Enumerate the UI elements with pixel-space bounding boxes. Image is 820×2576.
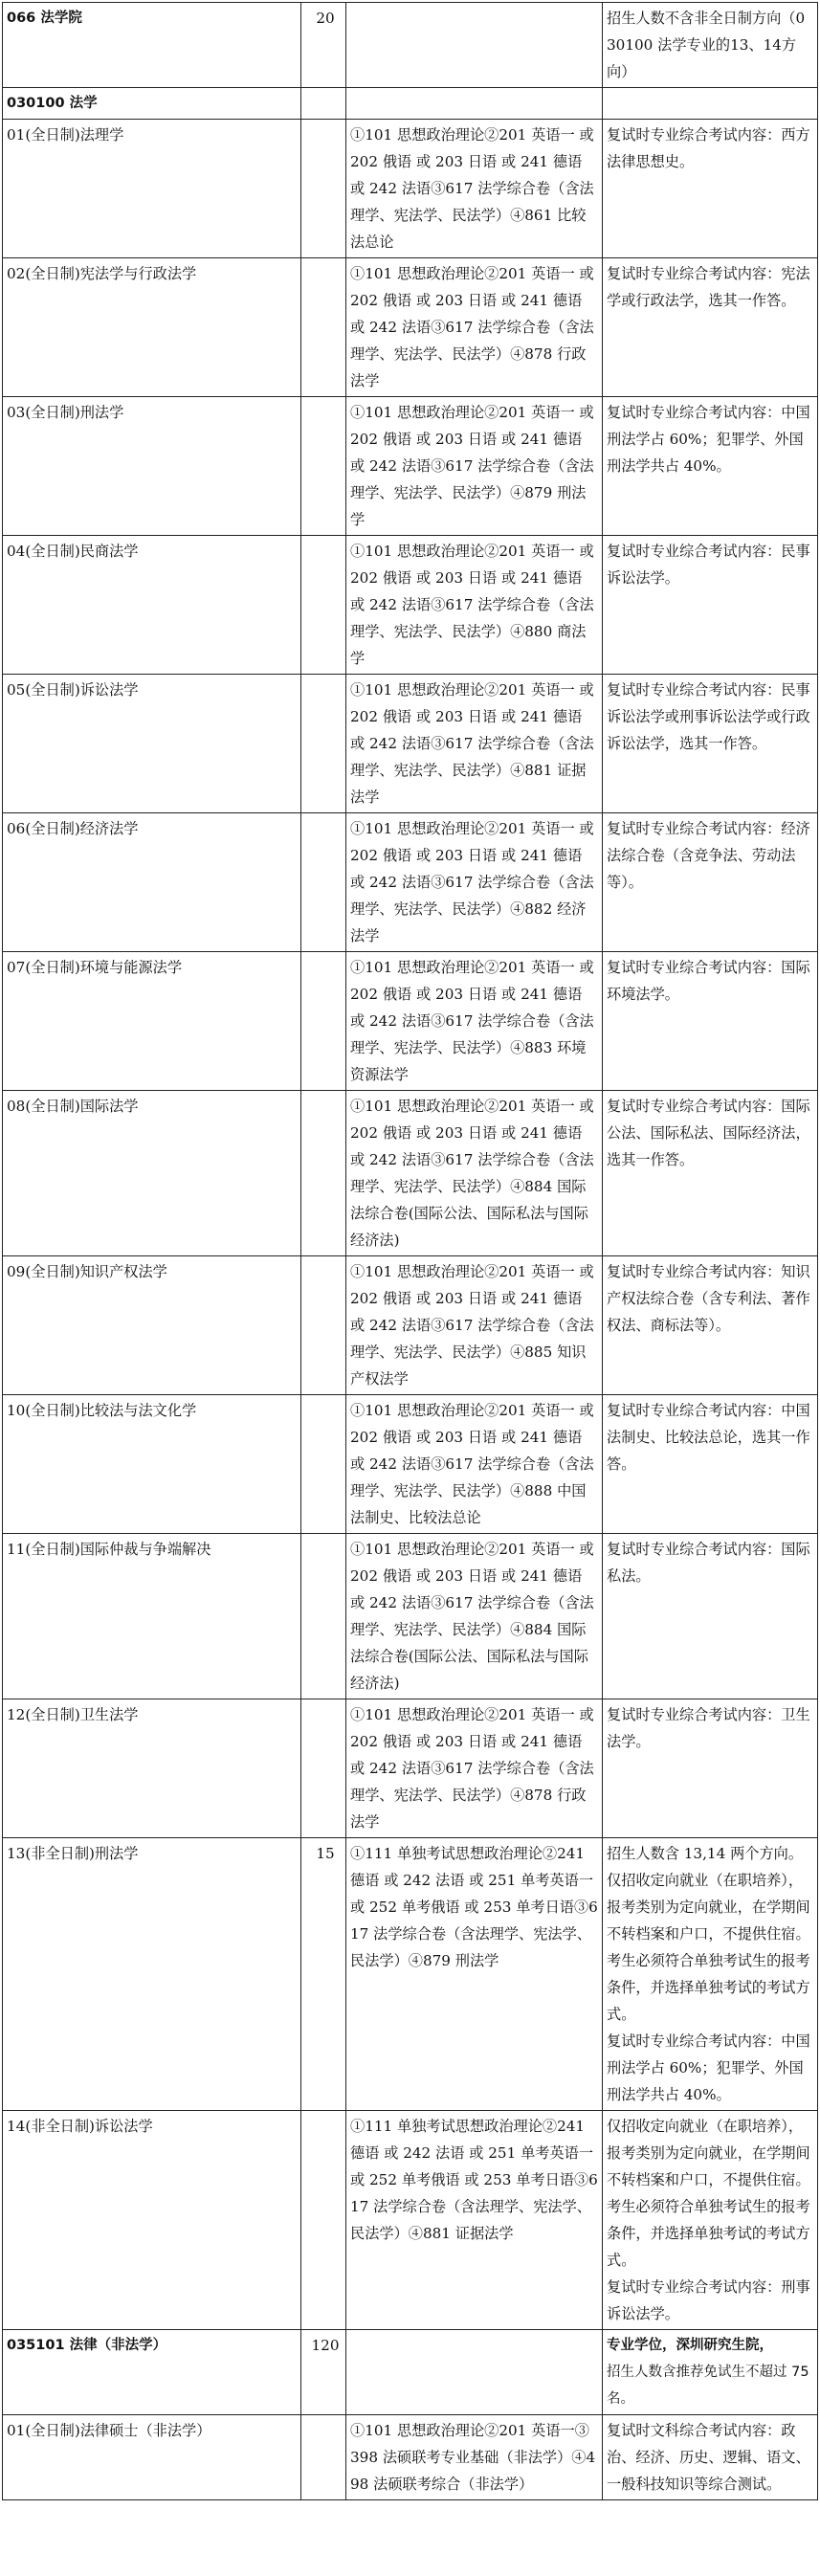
quota-cell [301,258,346,397]
remarks-cell [603,1838,818,2111]
quota-cell [301,120,346,258]
exam-subjects-cell: ①101 思想政治理论②201 英语一 或 202 俄语 或 203 日语 或 241 德语 或 242 法语③617 法学综合卷（含法理学、宪法学、民法学）④880 商法学 [346,536,603,675]
exam-subjects-cell: ①101 思想政治理论②201 英语一 或 202 俄语 或 203 日语 或 241 德语 或 242 法语③617 法学综合卷（含法理学、宪法学、民法学）④882 经济法学 [346,813,603,952]
remark-line: 招生人数含推荐免试生不超过 75 名。 [607,2365,809,2407]
table-row [3,88,818,120]
remarks-cell: 复试时文科综合考试内容：政治、经济、历史、逻辑、语文、一般科技知识等综合测试。 [603,2415,818,2500]
program-name-cell: 07(全日制)环境与能源法学 [3,952,301,1091]
remarks-cell: 复试时专业综合考试内容：西方法律思想史。 [603,120,818,258]
exam-subjects-cell: ①101 思想政治理论②201 英语一 或 202 俄语 或 203 日语 或 241 德语 或 242 法语③617 法学综合卷（含法理学、宪法学、民法学）④884 国际法综合卷(国际公法、国际私法与国际经济法) [346,1534,603,1699]
program-name-cell: 03(全日制)刑法学 [3,397,301,536]
program-name-cell: 10(全日制)比较法与法文化学 [3,1395,301,1534]
table-row [3,1256,818,1395]
program-name-cell: 030100 法学 [3,88,301,120]
exam-subjects-cell: ①101 思想政治理论②201 英语一 或 202 俄语 或 203 日语 或 241 德语 或 242 法语③617 法学综合卷（含法理学、宪法学、民法学）④879 刑法学 [346,397,603,536]
exam-subjects-cell: ①101 思想政治理论②201 英语一 或 202 俄语 或 203 日语 或 241 德语 或 242 法语③617 法学综合卷（含法理学、宪法学、民法学）④861 比较法总论 [346,120,603,258]
quota-cell [301,1395,346,1534]
quota-cell [301,1091,346,1256]
exam-subjects-cell [346,2330,603,2415]
quota-cell: 120 [301,2330,346,2415]
program-name-cell: 02(全日制)宪法学与行政法学 [3,258,301,397]
exam-subjects-cell: ①101 思想政治理论②201 英语一 或 202 俄语 或 203 日语 或 241 德语 或 242 法语③617 法学综合卷（含法理学、宪法学、民法学）④888 中国法制史、比较法总论 [346,1395,603,1534]
quota-cell [301,536,346,675]
exam-subjects-cell: ①101 思想政治理论②201 英语一 或 202 俄语 或 203 日语 或 241 德语 或 242 法语③617 法学综合卷（含法理学、宪法学、民法学）④878 行政法学 [346,1699,603,1838]
quota-cell: 20 [301,3,346,88]
remarks-cell: 复试时专业综合考试内容：国际环境法学。 [603,952,818,1091]
program-name-cell: 09(全日制)知识产权法学 [3,1256,301,1395]
quota-cell [301,2111,346,2330]
quota-cell: 15 [301,1838,346,2111]
quota-cell [301,952,346,1091]
remark-line: 考生必须符合单独考试生的报考条件，并选择单独考试的考试方式。 [607,2198,810,2269]
remarks-cell [603,88,818,120]
remarks-cell: 复试时专业综合考试内容：知识产权法综合卷（含专利法、著作权法、商标法等）。 [603,1256,818,1395]
program-name-cell: 01(全日制)法理学 [3,120,301,258]
program-name-cell: 035101 法律（非法学） [3,2330,301,2415]
table-row [3,813,818,952]
remarks-cell [603,2330,818,2415]
quota-cell [301,675,346,813]
remarks-cell: 复试时专业综合考试内容：经济法综合卷（含竞争法、劳动法等）。 [603,813,818,952]
table-row [3,1699,818,1838]
remarks-cell: 复试时专业综合考试内容：中国刑法学占 60%；犯罪学、外国刑法学共占 40%。 [603,397,818,536]
remarks-cell: 招生人数不含非全日制方向（030100 法学专业的13、14方向） [603,3,818,88]
program-name-cell: 06(全日制)经济法学 [3,813,301,952]
program-name-cell: 05(全日制)诉讼法学 [3,675,301,813]
exam-subjects-cell [346,88,603,120]
table-row [3,1838,818,2111]
exam-subjects-cell: ①111 单独考试思想政治理论②241 德语 或 242 法语 或 251 单考英语一 或 252 单考俄语 或 253 单考日语③617 法学综合卷（含法理学、宪法学、民法学）④881 证据法学 [346,2111,603,2330]
remarks-cell: 复试时专业综合考试内容：国际公法、国际私法、国际经济法，选其一作答。 [603,1091,818,1256]
remark-line: 复试时专业综合考试内容：中国刑法学占 60%；犯罪学、外国刑法学共占 40%。 [607,2032,810,2103]
table-row [3,1091,818,1256]
exam-subjects-cell: ①101 思想政治理论②201 英语一③398 法硕联考专业基础（非法学）④498 法硕联考综合（非法学） [346,2415,603,2500]
program-name-cell: 14(非全日制)诉讼法学 [3,2111,301,2330]
remarks-cell: 复试时专业综合考试内容：民事诉讼法学或刑事诉讼法学或行政诉讼法学，选其一作答。 [603,675,818,813]
remarks-cell: 复试时专业综合考试内容：民事诉讼法学。 [603,536,818,675]
table-row [3,952,818,1091]
exam-subjects-cell [346,3,603,88]
exam-subjects-cell: ①101 思想政治理论②201 英语一 或 202 俄语 或 203 日语 或 241 德语 或 242 法语③617 法学综合卷（含法理学、宪法学、民法学）④878 行政法学 [346,258,603,397]
exam-subjects-cell: ①101 思想政治理论②201 英语一 或 202 俄语 或 203 日语 或 241 德语 或 242 法语③617 法学综合卷（含法理学、宪法学、民法学）④884 国际法综合卷(国际公法、国际私法与国际经济法) [346,1091,603,1256]
program-name-cell: 12(全日制)卫生法学 [3,1699,301,1838]
quota-cell [301,1534,346,1699]
table-row [3,2330,818,2415]
quota-cell [301,88,346,120]
program-name-cell: 04(全日制)民商法学 [3,536,301,675]
table-row [3,3,818,88]
quota-cell [301,1699,346,1838]
exam-subjects-cell: ①101 思想政治理论②201 英语一 或 202 俄语 或 203 日语 或 241 德语 或 242 法语③617 法学综合卷（含法理学、宪法学、民法学）④883 环境资源法学 [346,952,603,1091]
remarks-cell [603,2111,818,2330]
table-row [3,2111,818,2330]
table-row [3,397,818,536]
exam-subjects-cell: ①101 思想政治理论②201 英语一 或 202 俄语 或 203 日语 或 241 德语 或 242 法语③617 法学综合卷（含法理学、宪法学、民法学）④881 证据法学 [346,675,603,813]
table-row [3,675,818,813]
remark-line: 招生人数含 13,14 两个方向。仅招收定向就业（在职培养），报考类别为定向就业，在学期间不转档案和户口，不提供住宿。 [607,1845,810,1943]
table-row [3,120,818,258]
table-row [3,1534,818,1699]
table-row [3,536,818,675]
program-name-cell: 11(全日制)国际仲裁与争端解决 [3,1534,301,1699]
remarks-cell: 复试时专业综合考试内容：中国法制史、比较法总论，选其一作答。 [603,1395,818,1534]
admissions-table [2,2,818,2500]
exam-subjects-cell: ①101 思想政治理论②201 英语一 或 202 俄语 或 203 日语 或 241 德语 或 242 法语③617 法学综合卷（含法理学、宪法学、民法学）④885 知识产权法学 [346,1256,603,1395]
quota-cell [301,813,346,952]
remark-line: 仅招收定向就业（在职培养），报考类别为定向就业，在学期间不转档案和户口，不提供住宿。 [607,2118,810,2188]
program-name-cell: 066 法学院 [3,3,301,88]
remarks-cell: 复试时专业综合考试内容：国际私法。 [603,1534,818,1699]
quota-cell [301,397,346,536]
exam-subjects-cell: ①111 单独考试思想政治理论②241 德语 或 242 法语 或 251 单考英语一 或 252 单考俄语 或 253 单考日语③617 法学综合卷（含法理学、宪法学、民法学）④879 刑法学 [346,1838,603,2111]
remarks-cell: 复试时专业综合考试内容：卫生法学。 [603,1699,818,1838]
quota-cell [301,2415,346,2500]
remark-line: 专业学位，深圳研究生院， [607,2338,773,2353]
quota-cell [301,1256,346,1395]
remark-line: 考生必须符合单独考试生的报考条件，并选择单独考试的考试方式。 [607,1952,810,2023]
remark-line: 复试时专业综合考试内容：刑事诉讼法学。 [607,2278,810,2322]
table-row [3,1395,818,1534]
program-name-cell: 08(全日制)国际法学 [3,1091,301,1256]
remarks-cell: 复试时专业综合考试内容：宪法学或行政法学，选其一作答。 [603,258,818,397]
table-row [3,258,818,397]
program-name-cell: 13(非全日制)刑法学 [3,1838,301,2111]
table-row [3,2415,818,2500]
program-name-cell: 01(全日制)法律硕士（非法学） [3,2415,301,2500]
